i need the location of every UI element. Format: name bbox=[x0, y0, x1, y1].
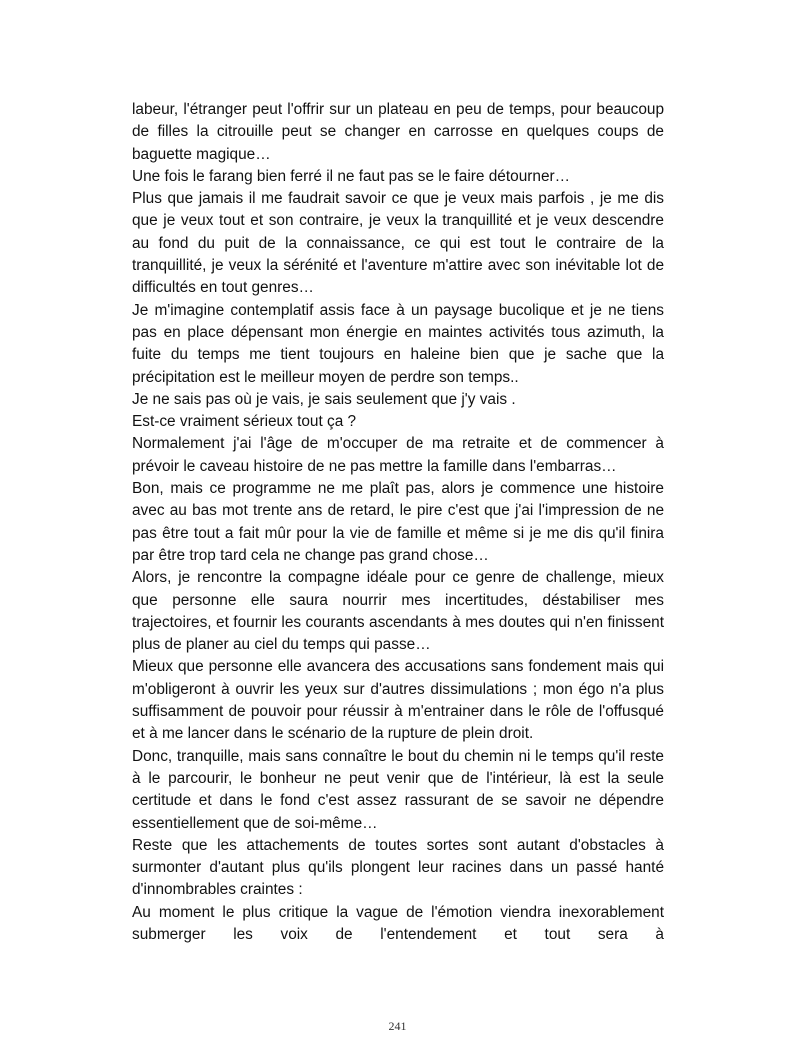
page-number: 241 bbox=[388, 1019, 407, 1033]
paragraph: Reste que les attachements de toutes sortes sont autant d'obstacles à surmonter d'autant plus qu'ils plongent leur racines dans un passé hanté d'innombrables craintes : bbox=[132, 836, 664, 899]
paragraph: Je m'imagine contemplatif assis face à un paysage bucolique et je ne tiens pas en place dépensant mon énergie en maintes activités tous azimuth, la fuite du temps me tient toujours en haleine bien que je sache que la précipitation est le meilleur moyen de perdre son temps.. bbox=[132, 301, 664, 386]
paragraph: Mieux que personne elle avancera des accusations sans fondement mais qui m'obligeront à ouvrir les yeux sur d'autres dissimulations ; mon égo n'a plus suffisamment de pouvoir pour réussir à m'entrainer dans le rôle de l'offusqué et à me lancer dans le scénario de la rupture de plein droit. bbox=[132, 658, 677, 743]
paragraph: labeur, l'étranger peut l'offrir sur un plateau en peu de temps, pour beaucoup de filles la citrouille peut se changer en carrosse en quelques coups de baguette magique… bbox=[132, 101, 664, 163]
paragraph: Normalement j'ai l'âge de m'occuper de ma retraite et de commencer à prévoir le caveau histoire de ne pas mettre la famille dans l'embarras… bbox=[132, 435, 664, 475]
paragraph: Bon, mais ce programme ne me plaît pas, alors je commence une histoire avec au bas mot trente ans de retard, le pire c'est que j'ai l'impression de ne pas être tout a fait mûr pour la vie de famille et même si je me dis qu'il finira par être trop tard cela ne change pas grand chose… bbox=[132, 480, 664, 564]
paragraph: Je ne sais pas où je vais, je sais seulement que j'y vais . bbox=[132, 390, 516, 408]
body-text bbox=[132, 99, 677, 946]
paragraph: Donc, tranquille, mais sans connaître le bout du chemin ni le temps qu'il reste à le parcourir, le bonheur ne peut venir que de l'intérieur, là est la seule certitude et dans le fond c'est assez rassurant de se savoir ne dépendre essentiellement que de soi-même… bbox=[132, 747, 664, 832]
paragraph: Plus que jamais il me faudrait savoir ce que je veux mais parfois , je me dis que je veux tout et son contraire, je veux la tranquillité et je veux descendre au fond du puit de la connaissance, ce qui est tout le contraire de la tranquillité, je veux la sérénité et l'aventure m'attire avec son inévitable lot de difficultés en tout genres… bbox=[132, 190, 664, 297]
paragraph: Est-ce vraiment sérieux tout ça ? bbox=[132, 413, 357, 431]
paragraph: Une fois le farang bien ferré il ne faut pas se le faire détourner… bbox=[132, 167, 571, 185]
paragraph: Alors, je rencontre la compagne idéale pour ce genre de challenge, mieux que personne elle saura nourrir mes incertitudes, déstabiliser mes trajectoires, et fournir les courants ascendants à mes doutes qui n'en finissent plus de planer au ciel du temps qui passe… bbox=[132, 569, 664, 654]
paragraph: Au moment le plus critique la vague de l'émotion viendra inexorablement submerger les voix de l'entendement et tout sera à bbox=[132, 903, 664, 943]
